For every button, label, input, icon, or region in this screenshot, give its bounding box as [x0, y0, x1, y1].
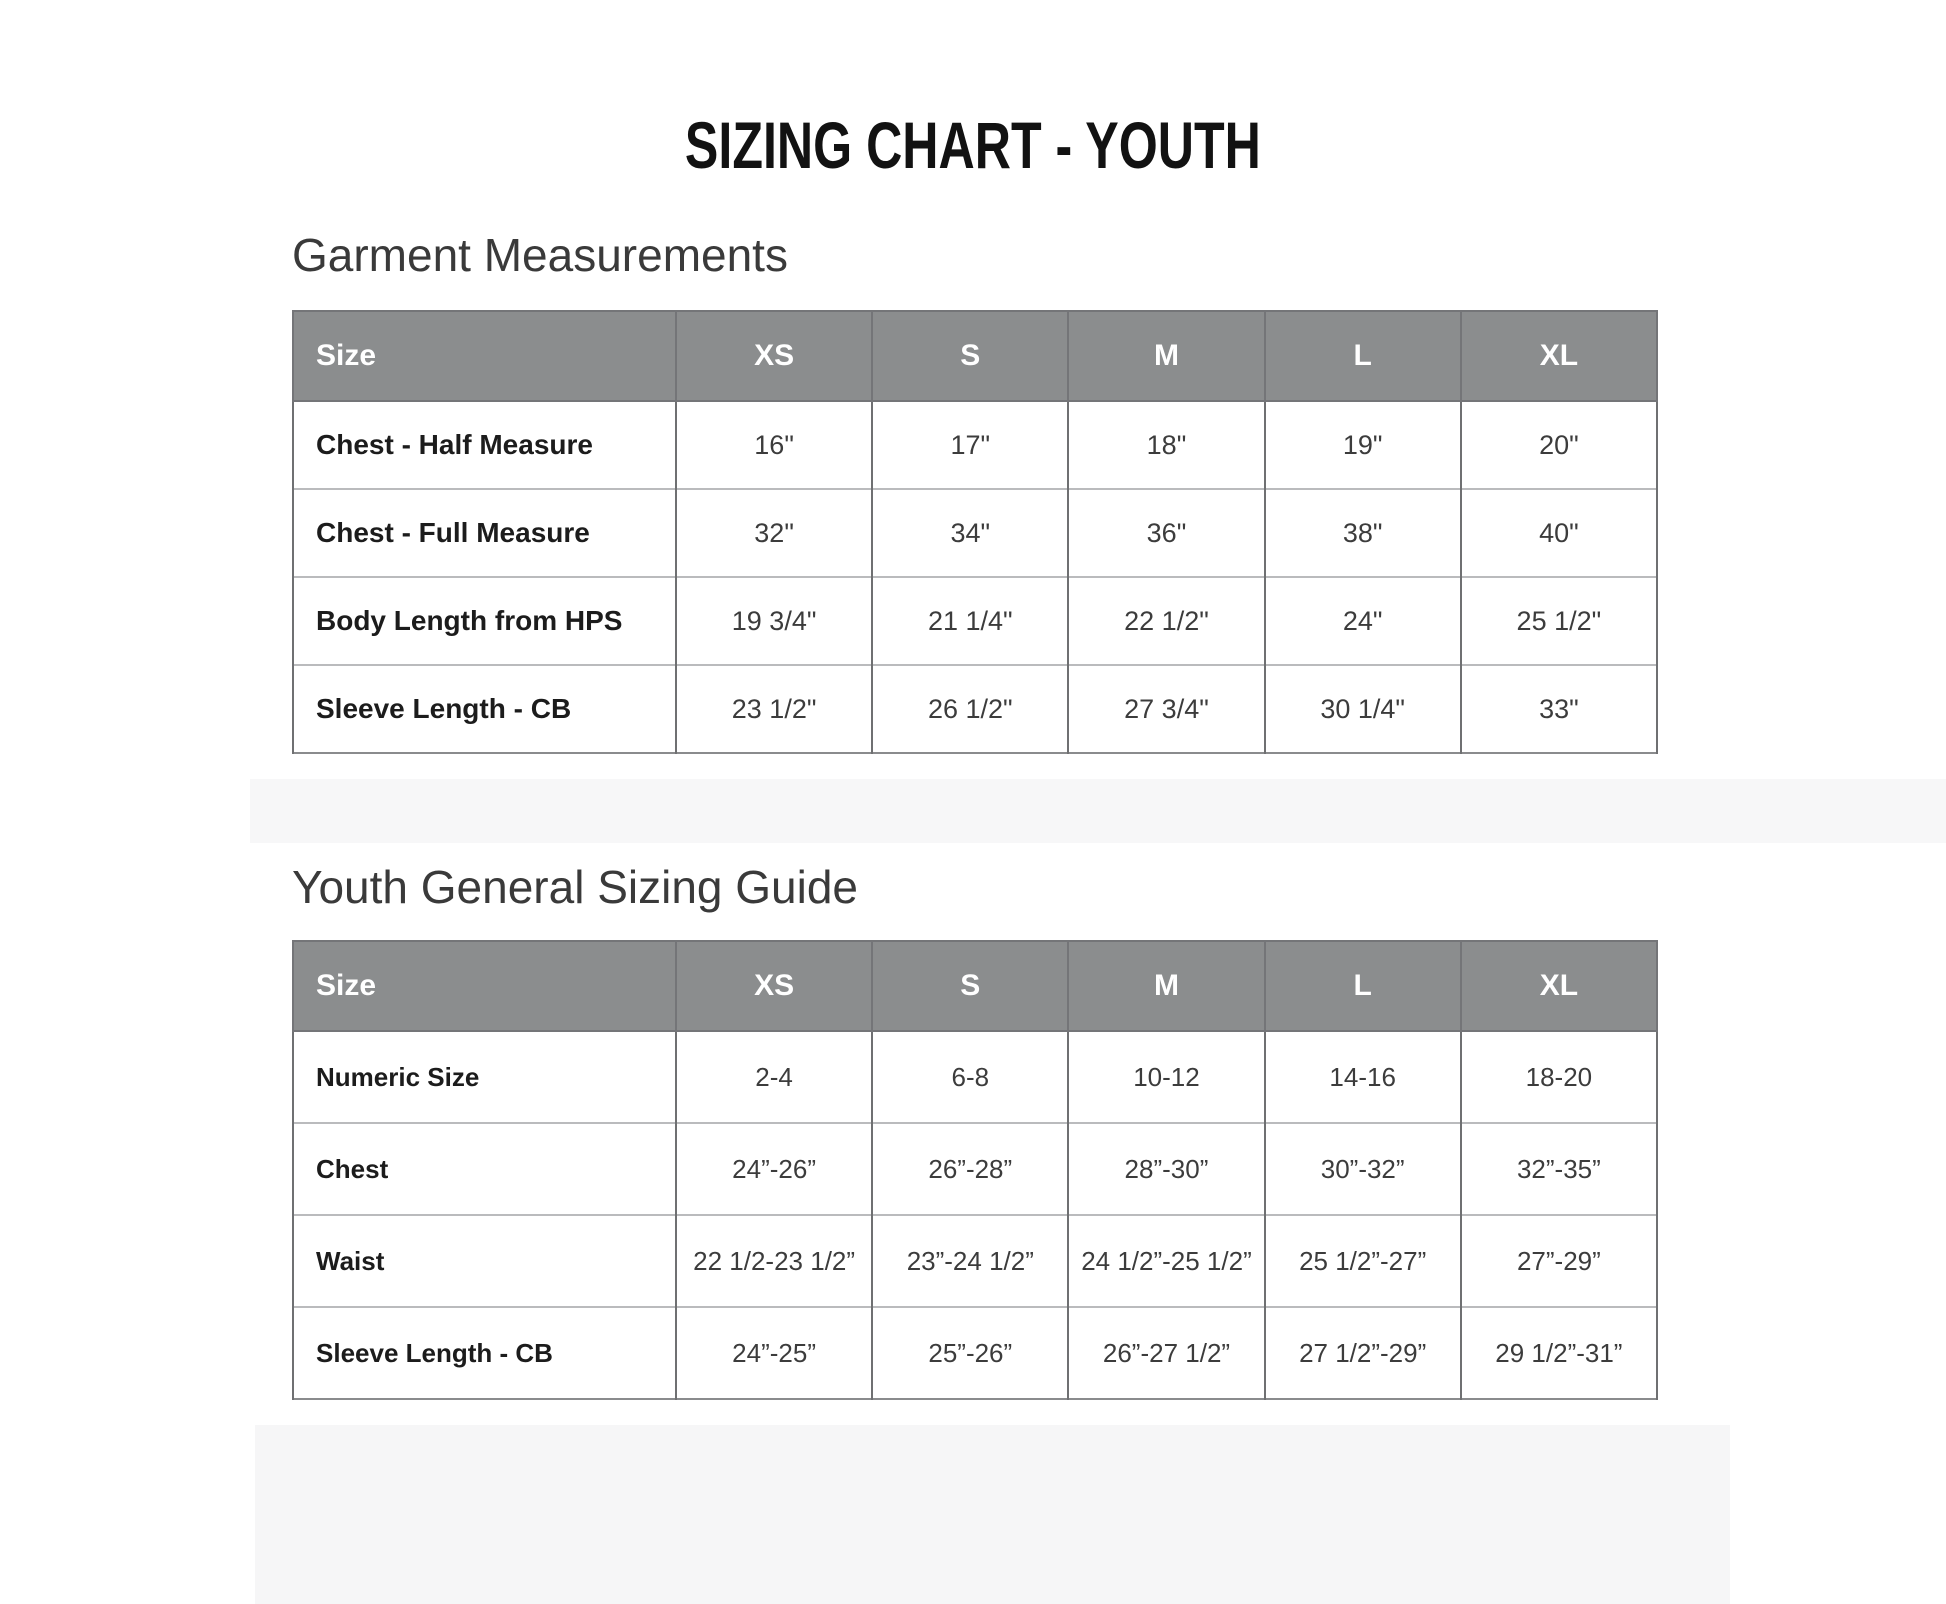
table-cell: 32”-35” — [1461, 1123, 1657, 1215]
column-header-size: Size — [293, 311, 676, 401]
table-cell: 22 1/2-23 1/2” — [676, 1215, 872, 1307]
table-row — [293, 577, 1657, 665]
background-band-bottom — [255, 1425, 1730, 1604]
table-cell: 23 1/2" — [676, 665, 872, 753]
table-cell: 6-8 — [872, 1031, 1068, 1123]
row-label: Body Length from HPS — [293, 577, 676, 665]
table-row — [293, 489, 1657, 577]
page-title-text: SIZING CHART - YOUTH — [685, 108, 1261, 182]
table-cell: 16" — [676, 401, 872, 489]
row-label: Waist — [293, 1215, 676, 1307]
youth-sizing-guide-heading: Youth General Sizing Guide — [292, 861, 859, 913]
row-label: Sleeve Length - CB — [293, 665, 676, 753]
table-cell: 24 1/2”-25 1/2” — [1068, 1215, 1264, 1307]
column-header-l: L — [1265, 311, 1461, 401]
garment-measurements-table — [292, 310, 1658, 754]
table-cell: 28”-30” — [1068, 1123, 1264, 1215]
row-label: Sleeve Length - CB — [293, 1307, 676, 1399]
column-header-xs: XS — [676, 941, 872, 1031]
table-header-row — [293, 941, 1657, 1031]
table-cell: 18-20 — [1461, 1031, 1657, 1123]
column-header-size: Size — [293, 941, 676, 1031]
table-cell: 22 1/2" — [1068, 577, 1264, 665]
table-cell: 36" — [1068, 489, 1264, 577]
page-title — [0, 108, 1946, 182]
column-header-xs: XS — [676, 311, 872, 401]
row-label: Chest - Half Measure — [293, 401, 676, 489]
table-row — [293, 1031, 1657, 1123]
table-cell: 19 3/4" — [676, 577, 872, 665]
table-cell: 17" — [872, 401, 1068, 489]
column-header-m: M — [1068, 941, 1264, 1031]
table-cell: 26”-28” — [872, 1123, 1068, 1215]
table-row — [293, 1307, 1657, 1399]
table-cell: 27 1/2”-29” — [1265, 1307, 1461, 1399]
column-header-l: L — [1265, 941, 1461, 1031]
table-row — [293, 1123, 1657, 1215]
column-header-s: S — [872, 941, 1068, 1031]
table-cell: 18" — [1068, 401, 1264, 489]
table-cell: 27”-29” — [1461, 1215, 1657, 1307]
table-cell: 30”-32” — [1265, 1123, 1461, 1215]
table-cell: 21 1/4" — [872, 577, 1068, 665]
table-cell: 40" — [1461, 489, 1657, 577]
table-cell: 38" — [1265, 489, 1461, 577]
table-cell: 25”-26” — [872, 1307, 1068, 1399]
table-cell: 25 1/2”-27” — [1265, 1215, 1461, 1307]
table-cell: 19" — [1265, 401, 1461, 489]
table-cell: 24”-25” — [676, 1307, 872, 1399]
column-header-s: S — [872, 311, 1068, 401]
column-header-xl: XL — [1461, 941, 1657, 1031]
table-cell: 30 1/4" — [1265, 665, 1461, 753]
table-cell: 33" — [1461, 665, 1657, 753]
table-cell: 24" — [1265, 577, 1461, 665]
garment-measurements-heading: Garment Measurements — [292, 229, 788, 281]
table-row — [293, 665, 1657, 753]
table-cell: 27 3/4" — [1068, 665, 1264, 753]
background-band-middle — [250, 779, 1946, 843]
table-cell: 25 1/2" — [1461, 577, 1657, 665]
table-cell: 29 1/2”-31” — [1461, 1307, 1657, 1399]
column-header-m: M — [1068, 311, 1264, 401]
table-cell: 24”-26” — [676, 1123, 872, 1215]
youth-general-sizing-table — [292, 940, 1658, 1400]
table-header-row — [293, 311, 1657, 401]
table-cell: 26”-27 1/2” — [1068, 1307, 1264, 1399]
table-row — [293, 1215, 1657, 1307]
column-header-xl: XL — [1461, 311, 1657, 401]
table-row — [293, 401, 1657, 489]
table-cell: 10-12 — [1068, 1031, 1264, 1123]
row-label: Chest - Full Measure — [293, 489, 676, 577]
row-label: Numeric Size — [293, 1031, 676, 1123]
table-cell: 32" — [676, 489, 872, 577]
table-cell: 2-4 — [676, 1031, 872, 1123]
table-cell: 20" — [1461, 401, 1657, 489]
table-cell: 23”-24 1/2” — [872, 1215, 1068, 1307]
table-cell: 34" — [872, 489, 1068, 577]
table-cell: 14-16 — [1265, 1031, 1461, 1123]
row-label: Chest — [293, 1123, 676, 1215]
table-cell: 26 1/2" — [872, 665, 1068, 753]
